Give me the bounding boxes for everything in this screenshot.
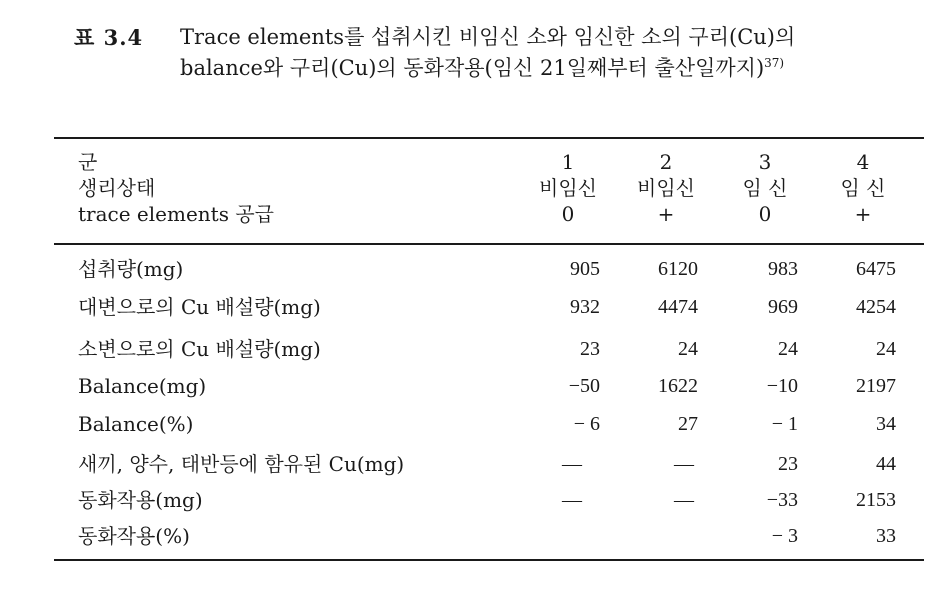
cell-r2-c2: 4474 bbox=[658, 296, 698, 318]
header-col1-supply: 0 bbox=[561, 202, 575, 226]
header-col2-state: 비임신 bbox=[637, 176, 695, 200]
row-label-assimilation-mg: 동화작용(mg) bbox=[78, 488, 203, 512]
cell-r5-c4: 34 bbox=[876, 413, 896, 435]
header-col1-state: 비임신 bbox=[539, 176, 597, 200]
table-bottom-rule bbox=[54, 559, 924, 561]
header-col3-supply: 0 bbox=[758, 202, 772, 226]
table-number: 표 3.4 bbox=[74, 25, 144, 50]
header-col4-group: 4 bbox=[856, 150, 870, 174]
row-label-balance-pct: Balance(%) bbox=[78, 412, 194, 436]
caption-body: Trace elements를 섭취시킨 비임신 소와 임신한 소의 구리(Cu)의 balance와 구리(Cu)의 동화작용(임신 21일째부터 출산일까지) bbox=[180, 25, 796, 80]
cell-r6-c3: 23 bbox=[778, 453, 798, 475]
cell-r5-c1: − 6 bbox=[573, 413, 600, 435]
row-label-fecal-excretion: 대변으로의 Cu 배설량(mg) bbox=[78, 295, 321, 319]
cell-r6-c4: 44 bbox=[876, 453, 896, 475]
header-col4-state: 임 신 bbox=[840, 176, 886, 200]
cell-r7-c1: — bbox=[562, 489, 582, 511]
cell-r6-c1: — bbox=[562, 453, 582, 475]
cell-r7-c2: — bbox=[674, 489, 694, 511]
table-header-rule bbox=[54, 243, 924, 245]
row-label-balance-mg: Balance(mg) bbox=[78, 374, 207, 398]
header-col3-group: 3 bbox=[758, 150, 772, 174]
header-label-group: 군 bbox=[78, 150, 98, 174]
cell-r6-c2: — bbox=[674, 453, 694, 475]
cell-r7-c3: −33 bbox=[766, 489, 798, 511]
header-label-supply: trace elements 공급 bbox=[78, 202, 274, 226]
cell-r3-c4: 24 bbox=[876, 338, 896, 360]
cell-r3-c2: 24 bbox=[678, 338, 698, 360]
cell-r8-c3: − 3 bbox=[771, 525, 798, 547]
cell-r3-c3: 24 bbox=[778, 338, 798, 360]
cell-r2-c1: 932 bbox=[570, 296, 600, 318]
cell-r1-c3: 983 bbox=[768, 258, 798, 280]
cell-r4-c3: −10 bbox=[766, 375, 798, 397]
cell-r4-c2: 1622 bbox=[658, 375, 698, 397]
cell-r5-c3: − 1 bbox=[771, 413, 798, 435]
cell-r4-c4: 2197 bbox=[856, 375, 896, 397]
header-label-state: 생리상태 bbox=[78, 176, 156, 200]
caption-reference: 37) bbox=[764, 56, 785, 70]
caption-text bbox=[180, 22, 860, 84]
cell-r2-c3: 969 bbox=[768, 296, 798, 318]
row-label-assimilation-pct: 동화작용(%) bbox=[78, 524, 190, 548]
cell-r1-c1: 905 bbox=[570, 258, 600, 280]
cell-r4-c1: −50 bbox=[568, 375, 600, 397]
cell-r2-c4: 4254 bbox=[856, 296, 896, 318]
cell-r8-c4: 33 bbox=[876, 525, 896, 547]
header-col1-group: 1 bbox=[561, 150, 575, 174]
row-label-urinary-excretion: 소변으로의 Cu 배설량(mg) bbox=[78, 337, 321, 361]
row-label-intake: 섭취량(mg) bbox=[78, 257, 184, 281]
header-col4-supply: + bbox=[854, 202, 872, 226]
cell-r5-c2: 27 bbox=[678, 413, 698, 435]
table-top-rule bbox=[54, 137, 924, 139]
header-col3-state: 임 신 bbox=[742, 176, 788, 200]
header-col2-group: 2 bbox=[659, 150, 673, 174]
header-col2-supply: + bbox=[657, 202, 675, 226]
cell-r1-c4: 6475 bbox=[856, 258, 896, 280]
cell-r7-c4: 2153 bbox=[856, 489, 896, 511]
cell-r1-c2: 6120 bbox=[658, 258, 698, 280]
row-label-fetal-cu: 새끼, 양수, 태반등에 함유된 Cu(mg) bbox=[78, 452, 405, 476]
cell-r3-c1: 23 bbox=[580, 338, 600, 360]
